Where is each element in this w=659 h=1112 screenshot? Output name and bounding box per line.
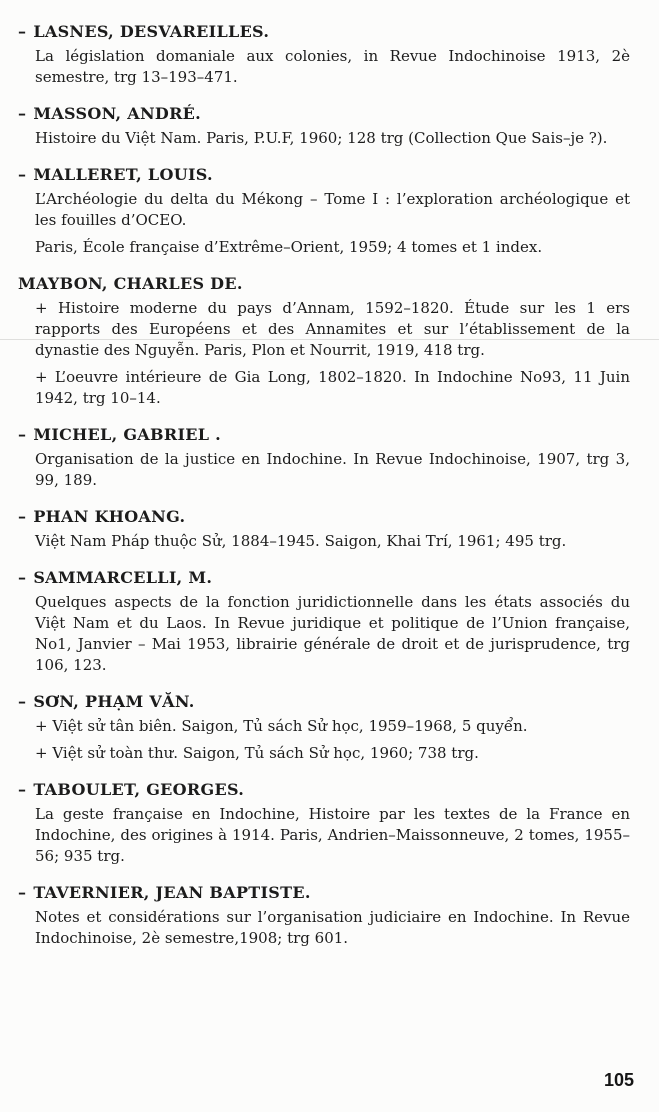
entry-paragraph: La geste française en Indochine, Histoire par les textes de la France en Indochine, des origines à 1914. Paris, Andrien–Maissonneuve, 2 tomes, 1955–56; 935 trg.	[35, 805, 630, 865]
entry-dash-marker: –	[18, 692, 27, 711]
entry-paragraph: + Việt sử toàn thư. Saigon, Tủ sách Sử học, 1960; 738 trg.	[35, 744, 479, 762]
bibliography-entry	[18, 779, 630, 867]
bibliography-entry	[18, 691, 630, 764]
page-number: 105	[603, 1070, 634, 1090]
entry-author-name: PHAN KHOANG.	[33, 507, 186, 526]
entry-paragraph: Việt Nam Pháp thuộc Sử, 1884–1945. Saigon, Khai Trí, 1961; 495 trg.	[35, 532, 567, 550]
entry-paragraph: La législation domaniale aux colonies, in Revue Indochinoise 1913, 2è semestre, trg 13–193–471.	[35, 47, 630, 86]
entry-author-heading	[18, 882, 630, 903]
entry-paragraph: Paris, École française d’Extrême–Orient, 1959; 4 tomes et 1 index.	[35, 238, 543, 256]
entry-dash-marker: –	[18, 883, 27, 902]
entry-dash-marker: –	[18, 165, 27, 184]
entry-author-heading	[18, 273, 630, 294]
entry-paragraph: Histoire du Việt Nam. Paris, P.U.F, 1960; 128 trg (Collection Que Sais–je ?).	[35, 129, 608, 147]
entry-author-heading	[18, 691, 630, 712]
entry-author-heading	[18, 424, 630, 445]
entry-author-heading	[18, 164, 630, 185]
bibliography-entry	[18, 103, 630, 149]
entry-paragraph: Notes et considérations sur l’organisation judiciaire en Indochine. In Revue Indochinoise, 2è semestre,1908; trg 601.	[35, 908, 630, 947]
entry-author-heading	[18, 779, 630, 800]
entry-paragraph: + Histoire moderne du pays d’Annam, 1592–1820. Étude sur les 1 ers rapports des Européens et des Annamites et sur l’établissement de la dynastie des Nguyễn. Paris, Plon et Nourrit, 1919, 418 trg.	[35, 299, 630, 359]
entry-author-name: TAVERNIER, JEAN BAPTISTE.	[33, 883, 311, 902]
entry-dash-marker: –	[18, 780, 27, 799]
bibliography-entry	[18, 273, 630, 409]
entry-dash-marker: –	[18, 568, 27, 587]
entry-paragraph: Quelques aspects de la fonction juridictionnelle dans les états associés du Việt Nam et du Laos. In Revue juridique et politique de l’Union française, No1, Janvier – Mai 1953, librairie générale de droit et de jurisprudence, trg 106, 123.	[35, 593, 630, 674]
entry-author-name: LASNES, DESVAREILLES.	[33, 22, 270, 41]
entry-paragraph: + Việt sử tân biên. Saigon, Tủ sách Sử học, 1959–1968, 5 quyển.	[35, 717, 528, 735]
bibliography-entry	[18, 882, 630, 949]
bibliography-entry	[18, 567, 630, 676]
entry-paragraph: + L’oeuvre intérieure de Gia Long, 1802–1820. In Indochine No93, 11 Juin 1942, trg 10–14.	[35, 368, 630, 407]
entry-paragraph: L’Archéologie du delta du Mékong – Tome I : l’exploration archéologique et les fouilles d’OCEO.	[35, 190, 630, 229]
entry-author-name: SƠN, PHẠM VĂN.	[33, 692, 195, 711]
entry-author-heading	[18, 506, 630, 527]
entry-author-heading	[18, 103, 630, 124]
bibliography-entry	[18, 424, 630, 491]
entry-author-heading	[18, 21, 630, 42]
entry-author-name: MASSON, ANDRÉ.	[33, 104, 202, 123]
entry-dash-marker: –	[18, 22, 27, 41]
entry-author-name: MALLERET, LOUIS.	[33, 165, 213, 184]
entry-dash-marker: –	[18, 425, 27, 444]
entry-author-name: TABOULET, GEORGES.	[33, 780, 245, 799]
entry-paragraph: Organisation de la justice en Indochine. In Revue Indochinoise, 1907, trg 3, 99, 189.	[35, 450, 630, 489]
bibliography-entry	[18, 506, 630, 552]
entry-author-heading	[18, 567, 630, 588]
document-page	[18, 21, 630, 964]
bibliography-entry	[18, 164, 630, 258]
bibliography-entry	[18, 21, 630, 88]
entry-author-name: SAMMARCELLI, M.	[33, 568, 213, 587]
entry-dash-marker: –	[18, 104, 27, 123]
entry-dash-marker: –	[18, 507, 27, 526]
entry-author-name: MAYBON, CHARLES DE.	[18, 274, 243, 293]
entry-author-name: MICHEL, GABRIEL .	[33, 425, 222, 444]
